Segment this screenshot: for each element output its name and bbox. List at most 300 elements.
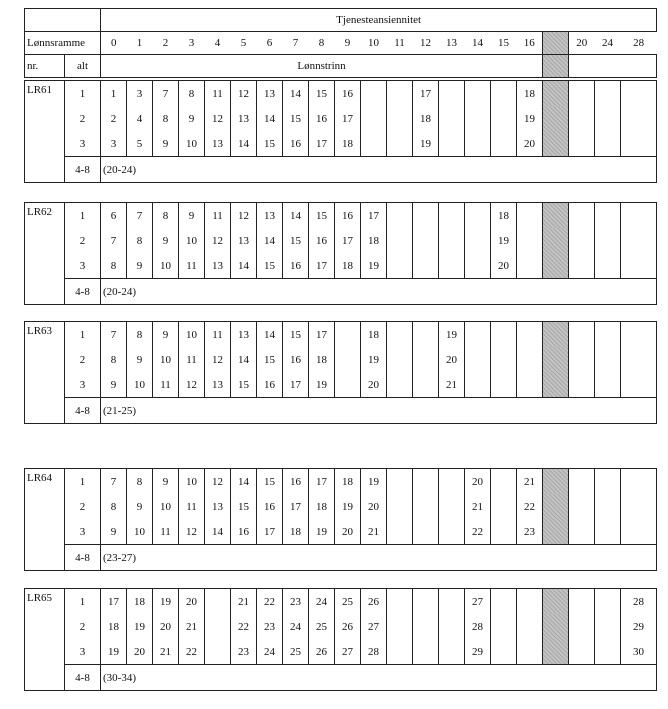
year-header: 15: [491, 32, 517, 55]
step-cell: 15: [231, 494, 257, 519]
step-range: (30-34): [101, 665, 657, 691]
step-cell: [621, 228, 657, 253]
step-cell: 12: [205, 228, 231, 253]
group-name: LR64: [25, 469, 65, 571]
step-cell: 10: [127, 519, 153, 545]
step-cell: 21: [153, 639, 179, 665]
step-cell: 8: [101, 253, 127, 279]
step-range: (23-27): [101, 545, 657, 571]
step-cell: [439, 519, 465, 545]
shaded-column: [543, 519, 569, 545]
step-cell: [491, 639, 517, 665]
alt-range-label: 4-8: [65, 279, 101, 305]
step-cell: 13: [231, 322, 257, 348]
shaded-column: [543, 469, 569, 495]
step-cell: [569, 347, 595, 372]
shaded-column: [543, 228, 569, 253]
step-cell: 14: [257, 322, 283, 348]
step-cell: 13: [205, 372, 231, 398]
step-cell: 15: [257, 131, 283, 157]
step-cell: [439, 253, 465, 279]
step-cell: 20: [153, 614, 179, 639]
step-cell: 27: [465, 589, 491, 615]
step-cell: [569, 519, 595, 545]
step-cell: 19: [309, 372, 335, 398]
step-cell: [413, 614, 439, 639]
step-cell: [387, 81, 413, 107]
step-cell: [595, 494, 621, 519]
group-name: LR63: [25, 322, 65, 424]
step-cell: 23: [283, 589, 309, 615]
step-cell: [621, 322, 657, 348]
step-cell: [439, 494, 465, 519]
step-cell: [621, 347, 657, 372]
step-cell: 11: [179, 494, 205, 519]
alt-range-label: 4-8: [65, 665, 101, 691]
step-cell: [387, 228, 413, 253]
step-cell: [335, 322, 361, 348]
step-cell: 19: [413, 131, 439, 157]
step-cell: 8: [127, 469, 153, 495]
step-cell: [595, 228, 621, 253]
step-cell: [439, 228, 465, 253]
step-cell: 21: [517, 469, 543, 495]
step-cell: 14: [231, 253, 257, 279]
step-cell: 16: [335, 81, 361, 107]
step-cell: 11: [153, 519, 179, 545]
step-cell: [491, 131, 517, 157]
step-cell: [595, 131, 621, 157]
step-cell: [595, 372, 621, 398]
step-cell: [517, 347, 543, 372]
step-cell: 7: [127, 203, 153, 229]
step-cell: 13: [205, 131, 231, 157]
step-cell: 12: [205, 347, 231, 372]
step-cell: [595, 322, 621, 348]
alt-number: 2: [65, 347, 101, 372]
step-cell: 11: [153, 372, 179, 398]
step-cell: 23: [231, 639, 257, 665]
step-cell: [387, 589, 413, 615]
step-cell: [387, 372, 413, 398]
step-cell: 9: [153, 322, 179, 348]
shaded-column: [543, 639, 569, 665]
step-cell: [205, 639, 231, 665]
step-range: (20-24): [101, 157, 657, 183]
year-header: 20: [569, 32, 595, 55]
group-name: LR61: [25, 81, 65, 183]
year-header: 14: [465, 32, 491, 55]
alt-number: 2: [65, 494, 101, 519]
step-cell: 10: [153, 494, 179, 519]
step-cell: [439, 131, 465, 157]
shaded-column: [543, 347, 569, 372]
year-header: 11: [387, 32, 413, 55]
step-cell: [595, 106, 621, 131]
step-cell: 16: [309, 228, 335, 253]
step-cell: 21: [361, 519, 387, 545]
step-cell: 14: [283, 203, 309, 229]
step-cell: [621, 131, 657, 157]
step-cell: 20: [439, 347, 465, 372]
step-cell: [387, 347, 413, 372]
step-cell: 10: [127, 372, 153, 398]
step-cell: 29: [621, 614, 657, 639]
step-cell: 17: [309, 131, 335, 157]
step-cell: [413, 253, 439, 279]
step-cell: 15: [283, 228, 309, 253]
step-cell: [387, 203, 413, 229]
step-cell: 13: [257, 203, 283, 229]
step-cell: 24: [283, 614, 309, 639]
year-header: 6: [257, 32, 283, 55]
step-cell: 12: [205, 469, 231, 495]
step-cell: 11: [205, 81, 231, 107]
shaded-column: [543, 203, 569, 229]
step-cell: 20: [335, 519, 361, 545]
step-cell: [569, 106, 595, 131]
lonnstrinn-label: Lønnstrinn: [101, 55, 543, 78]
group-name: LR62: [25, 203, 65, 305]
step-cell: 26: [335, 614, 361, 639]
alt-number: 3: [65, 131, 101, 157]
step-cell: [413, 639, 439, 665]
step-cell: 16: [283, 253, 309, 279]
year-header: 12: [413, 32, 439, 55]
step-cell: 12: [205, 106, 231, 131]
year-header: 0: [101, 32, 127, 55]
step-cell: [465, 347, 491, 372]
step-cell: 17: [257, 519, 283, 545]
step-cell: 16: [335, 203, 361, 229]
year-header: 24: [595, 32, 621, 55]
step-cell: 15: [283, 322, 309, 348]
step-cell: 10: [153, 253, 179, 279]
step-cell: 8: [127, 322, 153, 348]
step-cell: [465, 253, 491, 279]
step-cell: 11: [205, 203, 231, 229]
step-cell: 19: [153, 589, 179, 615]
step-cell: 13: [205, 494, 231, 519]
step-cell: 16: [283, 347, 309, 372]
step-cell: 6: [101, 203, 127, 229]
step-cell: [387, 253, 413, 279]
shaded-column: [543, 253, 569, 279]
step-cell: 11: [179, 347, 205, 372]
step-cell: 16: [283, 469, 309, 495]
step-cell: [621, 106, 657, 131]
step-cell: 17: [309, 469, 335, 495]
step-cell: 20: [179, 589, 205, 615]
step-cell: [595, 469, 621, 495]
step-cell: 18: [335, 131, 361, 157]
year-header: 1: [127, 32, 153, 55]
step-cell: 9: [153, 131, 179, 157]
year-header: 7: [283, 32, 309, 55]
step-cell: 22: [465, 519, 491, 545]
step-cell: 19: [101, 639, 127, 665]
step-cell: 20: [127, 639, 153, 665]
salary-group-lr64: [24, 468, 657, 571]
step-cell: [205, 589, 231, 615]
year-header: 10: [361, 32, 387, 55]
step-cell: 18: [127, 589, 153, 615]
year-header: 28: [621, 32, 657, 55]
step-cell: 10: [179, 469, 205, 495]
step-cell: 1: [101, 81, 127, 107]
step-cell: 9: [101, 372, 127, 398]
step-cell: 18: [335, 469, 361, 495]
step-cell: [621, 469, 657, 495]
step-cell: [413, 469, 439, 495]
step-cell: [595, 253, 621, 279]
step-cell: 12: [179, 519, 205, 545]
step-cell: 18: [361, 322, 387, 348]
step-cell: 19: [361, 253, 387, 279]
step-cell: 19: [309, 519, 335, 545]
step-cell: [491, 519, 517, 545]
step-cell: [439, 589, 465, 615]
shaded-column: [543, 106, 569, 131]
step-cell: [465, 372, 491, 398]
step-cell: [569, 322, 595, 348]
step-cell: 15: [309, 81, 335, 107]
step-cell: 16: [257, 494, 283, 519]
step-cell: 5: [127, 131, 153, 157]
alt-range-label: 4-8: [65, 157, 101, 183]
step-cell: 8: [153, 203, 179, 229]
step-cell: 8: [153, 106, 179, 131]
step-cell: 18: [335, 253, 361, 279]
step-cell: 13: [231, 228, 257, 253]
alt-number: 1: [65, 589, 101, 615]
step-cell: [413, 228, 439, 253]
step-cell: 23: [257, 614, 283, 639]
step-cell: [517, 203, 543, 229]
step-cell: 17: [283, 372, 309, 398]
step-cell: [569, 253, 595, 279]
step-cell: [569, 494, 595, 519]
step-cell: 18: [309, 494, 335, 519]
alt-number: 2: [65, 614, 101, 639]
step-cell: 17: [309, 253, 335, 279]
step-cell: 20: [465, 469, 491, 495]
step-cell: [439, 614, 465, 639]
step-cell: [413, 519, 439, 545]
step-cell: [413, 494, 439, 519]
step-cell: 14: [205, 519, 231, 545]
step-cell: 16: [257, 372, 283, 398]
salary-group-lr62: [24, 202, 657, 305]
step-cell: 20: [491, 253, 517, 279]
step-cell: 27: [335, 639, 361, 665]
step-cell: [361, 131, 387, 157]
step-cell: [595, 519, 621, 545]
step-cell: 18: [283, 519, 309, 545]
step-cell: [595, 81, 621, 107]
step-cell: 22: [179, 639, 205, 665]
lonnsramme-label: Lønnsramme: [25, 32, 101, 55]
step-cell: 19: [335, 494, 361, 519]
step-cell: 17: [335, 228, 361, 253]
step-cell: 26: [309, 639, 335, 665]
step-cell: 12: [179, 372, 205, 398]
salary-group-lr63: [24, 321, 657, 424]
step-cell: [387, 131, 413, 157]
step-cell: 3: [127, 81, 153, 107]
step-cell: 7: [101, 228, 127, 253]
step-cell: 29: [465, 639, 491, 665]
step-cell: 19: [361, 469, 387, 495]
step-cell: 9: [127, 347, 153, 372]
step-cell: 11: [205, 322, 231, 348]
step-cell: 18: [413, 106, 439, 131]
shaded-column: [543, 494, 569, 519]
step-cell: 14: [231, 347, 257, 372]
step-cell: 17: [413, 81, 439, 107]
step-cell: 16: [231, 519, 257, 545]
step-cell: 17: [101, 589, 127, 615]
step-cell: [387, 639, 413, 665]
step-cell: 10: [179, 131, 205, 157]
step-cell: 26: [361, 589, 387, 615]
step-cell: [387, 519, 413, 545]
alt-label: alt: [65, 55, 101, 78]
step-cell: 20: [361, 372, 387, 398]
step-cell: [491, 81, 517, 107]
step-cell: 13: [205, 253, 231, 279]
step-cell: 13: [257, 81, 283, 107]
step-cell: [491, 372, 517, 398]
step-cell: [439, 469, 465, 495]
alt-number: 3: [65, 519, 101, 545]
step-cell: [595, 203, 621, 229]
step-cell: [465, 131, 491, 157]
step-cell: 15: [283, 106, 309, 131]
alt-number: 3: [65, 372, 101, 398]
step-cell: 17: [283, 494, 309, 519]
step-cell: [465, 81, 491, 107]
step-cell: [387, 614, 413, 639]
step-cell: 28: [361, 639, 387, 665]
alt-number: 2: [65, 106, 101, 131]
step-cell: 11: [179, 253, 205, 279]
step-cell: 3: [101, 131, 127, 157]
step-cell: 24: [257, 639, 283, 665]
group-name: LR65: [25, 589, 65, 691]
alt-number: 3: [65, 639, 101, 665]
step-cell: [465, 203, 491, 229]
shaded-column: [543, 55, 569, 78]
alt-number: 1: [65, 469, 101, 495]
shaded-column: [543, 81, 569, 107]
step-cell: 20: [361, 494, 387, 519]
step-cell: [491, 614, 517, 639]
step-cell: 16: [283, 131, 309, 157]
step-cell: 15: [309, 203, 335, 229]
step-cell: [569, 639, 595, 665]
step-cell: [361, 106, 387, 131]
step-cell: 30: [621, 639, 657, 665]
step-cell: 15: [231, 372, 257, 398]
shaded-column: [543, 322, 569, 348]
step-cell: [621, 372, 657, 398]
step-cell: 21: [179, 614, 205, 639]
step-cell: [517, 614, 543, 639]
step-cell: 7: [101, 322, 127, 348]
header-table: [24, 8, 657, 78]
step-cell: [491, 469, 517, 495]
year-header: 4: [205, 32, 231, 55]
step-cell: 21: [465, 494, 491, 519]
shaded-column: [543, 614, 569, 639]
step-cell: 9: [127, 494, 153, 519]
alt-number: 1: [65, 81, 101, 107]
step-cell: 21: [231, 589, 257, 615]
step-cell: [335, 347, 361, 372]
step-cell: [387, 469, 413, 495]
step-cell: 19: [127, 614, 153, 639]
step-cell: [621, 81, 657, 107]
step-cell: [439, 81, 465, 107]
alt-number: 2: [65, 228, 101, 253]
step-cell: 8: [179, 81, 205, 107]
shaded-column: [543, 32, 569, 55]
step-cell: 22: [517, 494, 543, 519]
step-cell: [595, 347, 621, 372]
step-cell: [491, 106, 517, 131]
nr-label: nr.: [25, 55, 65, 78]
step-cell: 28: [621, 589, 657, 615]
year-header: 2: [153, 32, 179, 55]
step-cell: 25: [283, 639, 309, 665]
year-header: 9: [335, 32, 361, 55]
step-cell: [361, 81, 387, 107]
step-cell: [387, 322, 413, 348]
year-header: 16: [517, 32, 543, 55]
step-cell: [621, 253, 657, 279]
step-cell: 7: [101, 469, 127, 495]
step-cell: [491, 589, 517, 615]
alt-range-label: 4-8: [65, 545, 101, 571]
step-cell: [491, 494, 517, 519]
alt-number: 3: [65, 253, 101, 279]
shaded-column: [543, 372, 569, 398]
step-cell: [413, 322, 439, 348]
step-cell: [569, 372, 595, 398]
step-cell: [621, 494, 657, 519]
step-cell: [595, 639, 621, 665]
step-cell: 21: [439, 372, 465, 398]
step-cell: [569, 589, 595, 615]
step-cell: 18: [101, 614, 127, 639]
step-cell: [595, 614, 621, 639]
year-header: 5: [231, 32, 257, 55]
step-range: (20-24): [101, 279, 657, 305]
step-cell: 14: [257, 106, 283, 131]
step-cell: 16: [309, 106, 335, 131]
step-cell: [205, 614, 231, 639]
step-cell: [413, 589, 439, 615]
step-cell: [465, 322, 491, 348]
step-cell: 19: [361, 347, 387, 372]
step-cell: [439, 203, 465, 229]
step-cell: 19: [439, 322, 465, 348]
step-cell: 10: [153, 347, 179, 372]
step-cell: 18: [361, 228, 387, 253]
step-cell: [387, 106, 413, 131]
step-cell: 20: [517, 131, 543, 157]
